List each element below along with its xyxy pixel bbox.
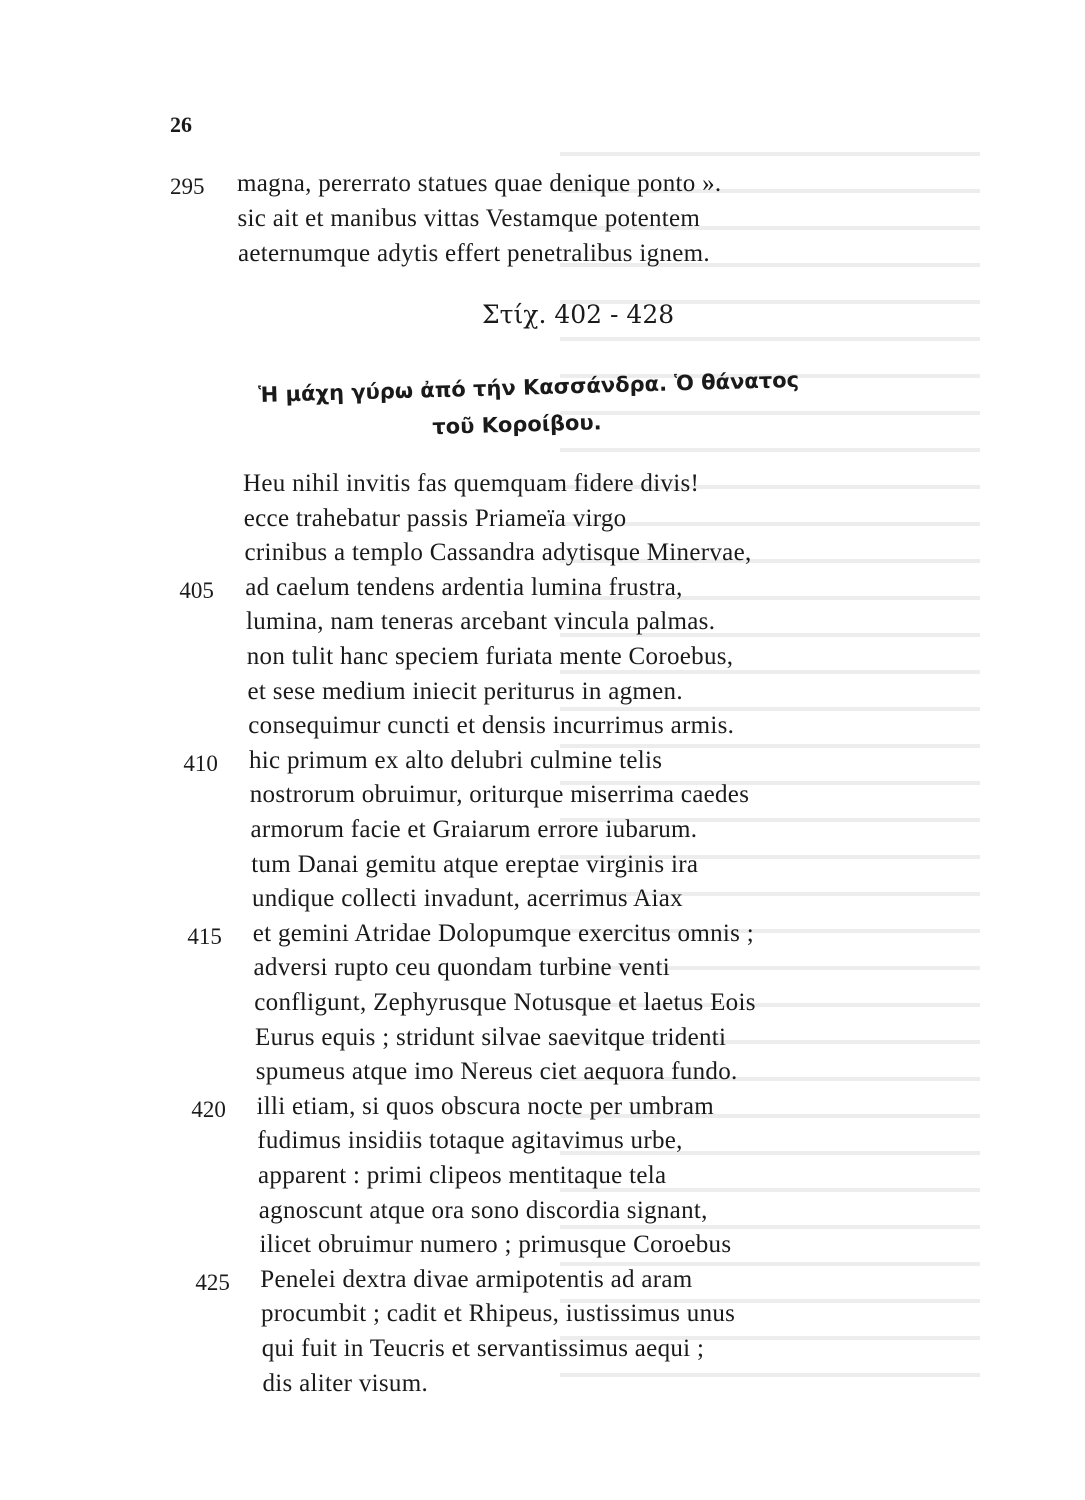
section-reference: Στίχ. 402 - 428 (482, 300, 675, 329)
verse-line: crinibus a templo Cassandra adytisque Minervae, (244, 539, 752, 567)
verse-line: et gemini Atridae Dolopumque exercitus omnis ; (252, 919, 754, 947)
verse-line: non tulit hanc speciem furiata mente Coroebus, (246, 643, 734, 670)
page-number: 26 (170, 112, 192, 137)
verse-line: spumeus atque imo Nereus ciet aequora fundo. (255, 1058, 738, 1086)
verse-line: tum Danai gemitu atque ereptae virginis ira (251, 850, 699, 878)
verse-line: Heu nihil invitis fas quemquam fidere divis! (243, 470, 700, 497)
verse-line: consequimur cuncti et densis incurrimus armis. (248, 712, 735, 740)
verse-line: illi etiam, si quos obscura nocte per umbram (256, 1092, 715, 1120)
verse-line: ilicet obruimur numero ; primusque Coroebus (259, 1231, 732, 1259)
verse-line: armorum facie et Graiarum errore iubarum. (250, 816, 698, 843)
verse-line: Eurus equis ; stridunt silvae saevitque tridenti (255, 1023, 727, 1051)
verse-line: dis aliter visum. (262, 1369, 429, 1397)
verse-line: fudimus insidiis totaque agitavimus urbe, (257, 1127, 683, 1155)
line-number: 410 (183, 750, 218, 776)
line-number: 405 (179, 577, 214, 603)
verse-line: adversi rupto ceu quondam turbine venti (253, 954, 670, 982)
verse-line: sic ait et manibus vittas Vestamque potentem (237, 205, 701, 232)
verse-line: agnoscunt atque ora sono discordia signant, (258, 1196, 708, 1224)
section-heading-line-1: Ἡ μάχη γύρω ἀπό τήν Κασσάνδρα. Ὁ θάνατος (258, 367, 800, 407)
verse-line: nostrorum obruimur, oriturque miserrima caedes (249, 781, 750, 809)
verse-line: confligunt, Zephyrusque Notusque et laetus Eois (254, 989, 756, 1016)
line-number: 425 (195, 1269, 230, 1295)
section-heading-line-2: τοῦ Κοροίβου. (432, 410, 602, 439)
verse-line: undique collecti invadunt, acerrimus Aiax (252, 885, 683, 913)
verse-line: Penelei dextra divae armipotentis ad aram (260, 1265, 693, 1293)
line-number: 295 (170, 174, 205, 199)
verse-line: lumina, nam teneras arcebant vincula palmas. (246, 608, 716, 636)
verse-line: magna, pererrato statues quae denique ponto ». (237, 170, 722, 197)
verse-line: qui fuit in Teucris et servantissimus aequi ; (261, 1335, 705, 1362)
verse-line: ad caelum tendens ardentia lumina frustra, (245, 573, 683, 601)
verse-line: ecce trahebatur passis Priameïa virgo (243, 504, 627, 532)
verse-line: et sese medium iniecit periturus in agmen. (247, 677, 683, 705)
line-number: 420 (191, 1096, 226, 1122)
verse-line: procumbit ; cadit et Rhipeus, iustissimus unus (261, 1300, 736, 1328)
verse-line: hic primum ex alto delubri culmine telis (249, 746, 663, 774)
verse-line: aeternumque adytis effert penetralibus ignem. (238, 240, 710, 267)
line-number: 415 (187, 923, 222, 949)
verse-line: apparent : primi clipeos mentitaque tela (258, 1162, 667, 1189)
